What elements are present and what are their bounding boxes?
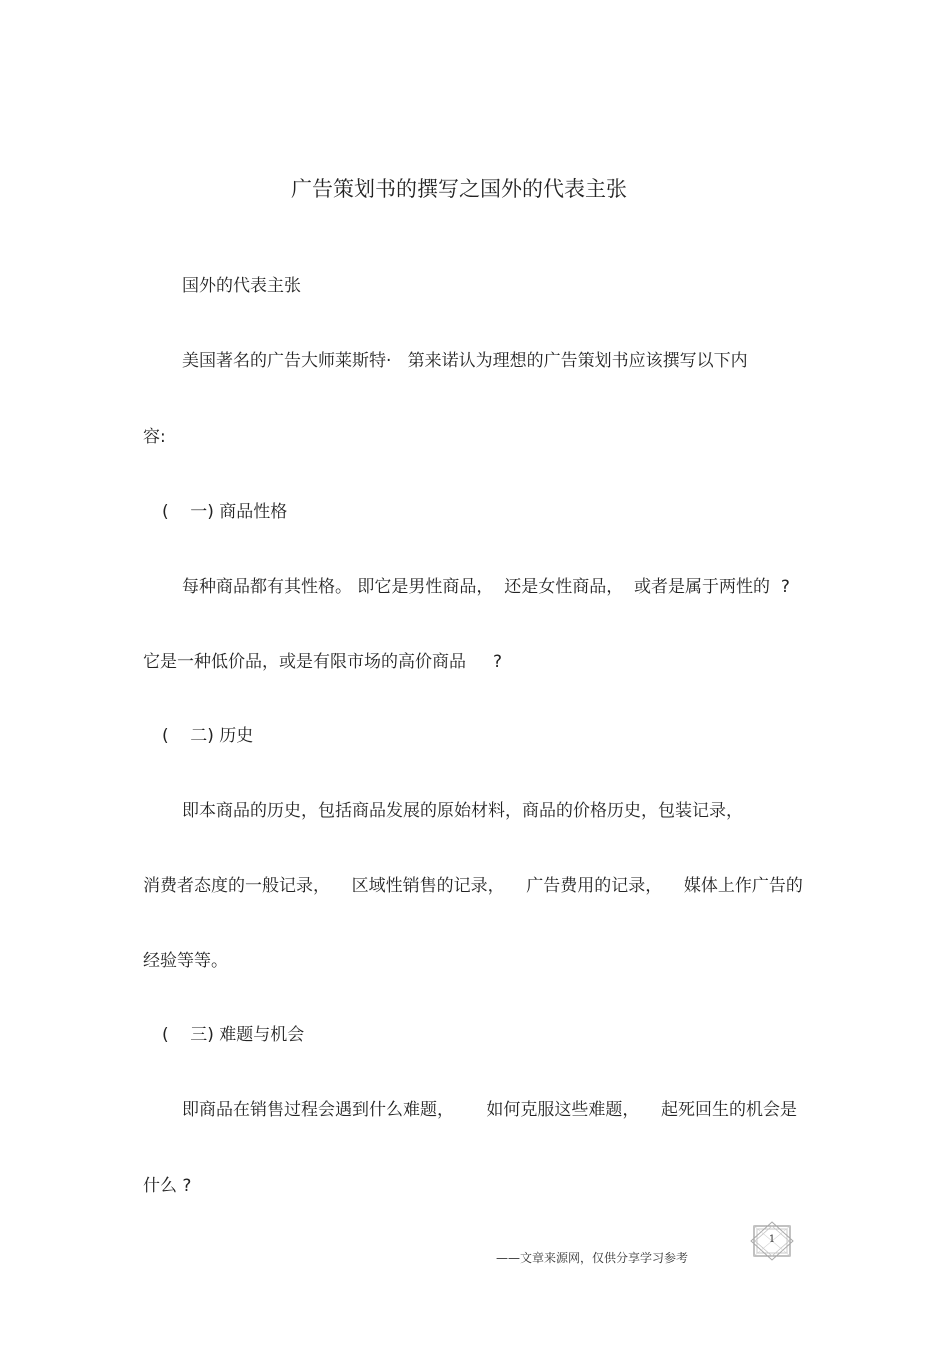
subsection-heading: ( 二) 历史	[162, 726, 254, 746]
paragraph-line: 美国著名的广告大师莱斯特· 第来诺认为理想的广告策划书应该撰写以下内	[182, 351, 748, 371]
paragraph-line: 每种商品都有其性格。 即它是男性商品， 还是女性商品， 或者是属于两性的 ?	[182, 577, 790, 597]
paragraph-line: 经验等等。	[143, 951, 228, 971]
paragraph-line: 容:	[143, 427, 166, 447]
footer-source-note: ——文章来源网，仅供分享学习参考	[496, 1251, 689, 1265]
subsection-heading: ( 三) 难题与机会	[162, 1025, 305, 1045]
page-number-badge	[748, 1221, 796, 1261]
document-title: 广告策划书的撰写之国外的代表主张	[291, 177, 627, 201]
subsection-heading: ( 一) 商品性格	[162, 502, 288, 522]
paragraph-line: 即本商品的历史，包括商品发展的原始材料，商品的价格历史，包装记录，	[182, 801, 743, 821]
paragraph-line: 什么 ?	[143, 1176, 192, 1196]
paragraph-line: 即商品在销售过程会遇到什么难题， 如何克服这些难题， 起死回生的机会是	[182, 1100, 798, 1120]
paragraph-line: 消费者态度的一般记录， 区域性销售的记录， 广告费用的记录， 媒体上作广告的	[143, 876, 803, 896]
page-number: 1	[768, 1234, 776, 1245]
paragraph-line: 它是一种低价品，或是有限市场的高价商品 ?	[143, 652, 503, 672]
section-heading: 国外的代表主张	[182, 276, 301, 296]
